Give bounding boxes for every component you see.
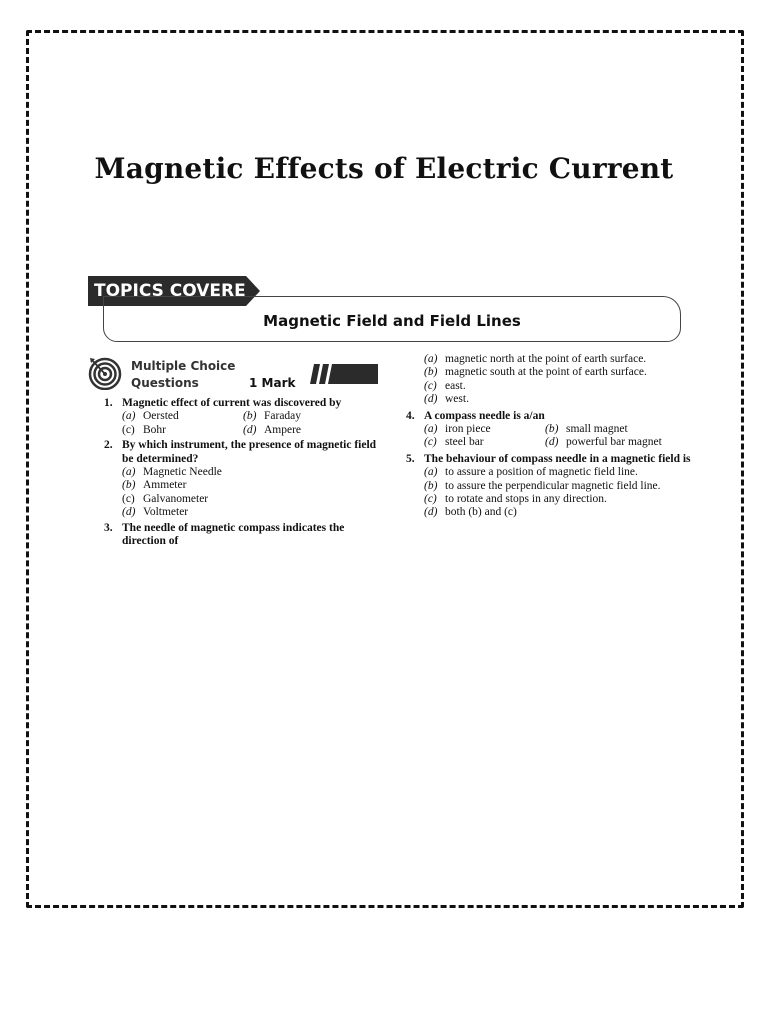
question-5: 5. The behaviour of compass needle in a magnetic field is (a) to assure a position of magnetic field line. (b) to assure the perpendicular magnetic field line. (c) to rotate and stops in any direction. (d) both (b) and (c): [406, 453, 696, 520]
option: (b) magnetic south at the point of earth surface.: [424, 366, 647, 379]
option: (d) both (b) and (c): [424, 506, 517, 519]
option: (a) Magnetic Needle: [122, 466, 222, 479]
option: (b) Ammeter: [122, 479, 187, 492]
option: (c) steel bar: [424, 436, 484, 449]
section-heading-line2: Questions: [131, 376, 199, 390]
right-column: [406, 353, 696, 520]
topics-covered-tab: TOPICS COVERED: [88, 276, 246, 306]
question-1: 1. Magnetic effect of current was discovered by (a) Oersted (b) Faraday (c) Bohr (d) Ampere: [104, 397, 384, 437]
question-text: A compass needle is a/an: [424, 409, 545, 422]
section-heading: [131, 358, 235, 392]
option: (c) east.: [424, 379, 466, 392]
option: (d) powerful bar magnet: [545, 436, 662, 449]
option: (d) west.: [424, 393, 469, 406]
page-title: Magnetic Effects of Electric Current: [94, 152, 674, 185]
question-text: Magnetic effect of current was discovered by: [122, 397, 342, 409]
question-3-options: [406, 353, 696, 407]
option: (a) to assure a position of magnetic field line.: [424, 466, 638, 479]
question-text: By which instrument, the presence of magnetic field be determined?: [122, 439, 377, 465]
option: (b) to assure the perpendicular magnetic field line.: [424, 479, 661, 492]
marks-stripe-bar: [310, 364, 378, 384]
option: (c) Galvanometer: [122, 492, 209, 505]
topic-name: Magnetic Field and Field Lines: [263, 312, 521, 330]
option: (b) small magnet: [545, 423, 628, 436]
option: (a) magnetic north at the point of earth surface.: [424, 353, 647, 365]
section-heading-line1: Multiple Choice: [131, 359, 236, 373]
option: (c) Bohr: [122, 423, 166, 436]
option: (c) to rotate and stops in any direction.: [424, 493, 607, 506]
option: (a) Oersted: [122, 410, 179, 423]
option: (d) Ampere: [243, 423, 302, 436]
marks-label: 1 Mark: [249, 376, 296, 390]
question-3: 3. The needle of magnetic compass indicates the direction of: [104, 522, 384, 549]
question-text: The behaviour of compass needle in a magnetic field is: [424, 452, 691, 465]
option: (a) iron piece: [424, 423, 491, 436]
target-icon: [88, 356, 122, 390]
question-text: The needle of magnetic compass indicates the direction of: [122, 521, 345, 548]
question-2: 2. By which instrument, the presence of magnetic field be determined? (a) Magnetic Needle (b) Ammeter (c) Galvanometer (d) Voltmeter: [104, 439, 384, 519]
option: (d) Voltmeter: [122, 506, 189, 519]
option: (b) Faraday: [243, 410, 302, 423]
question-4: 4. A compass needle is a/an (a) iron piece (b) small magnet (c) steel bar (d) powerful bar magnet: [406, 410, 696, 450]
left-column: [104, 397, 384, 548]
